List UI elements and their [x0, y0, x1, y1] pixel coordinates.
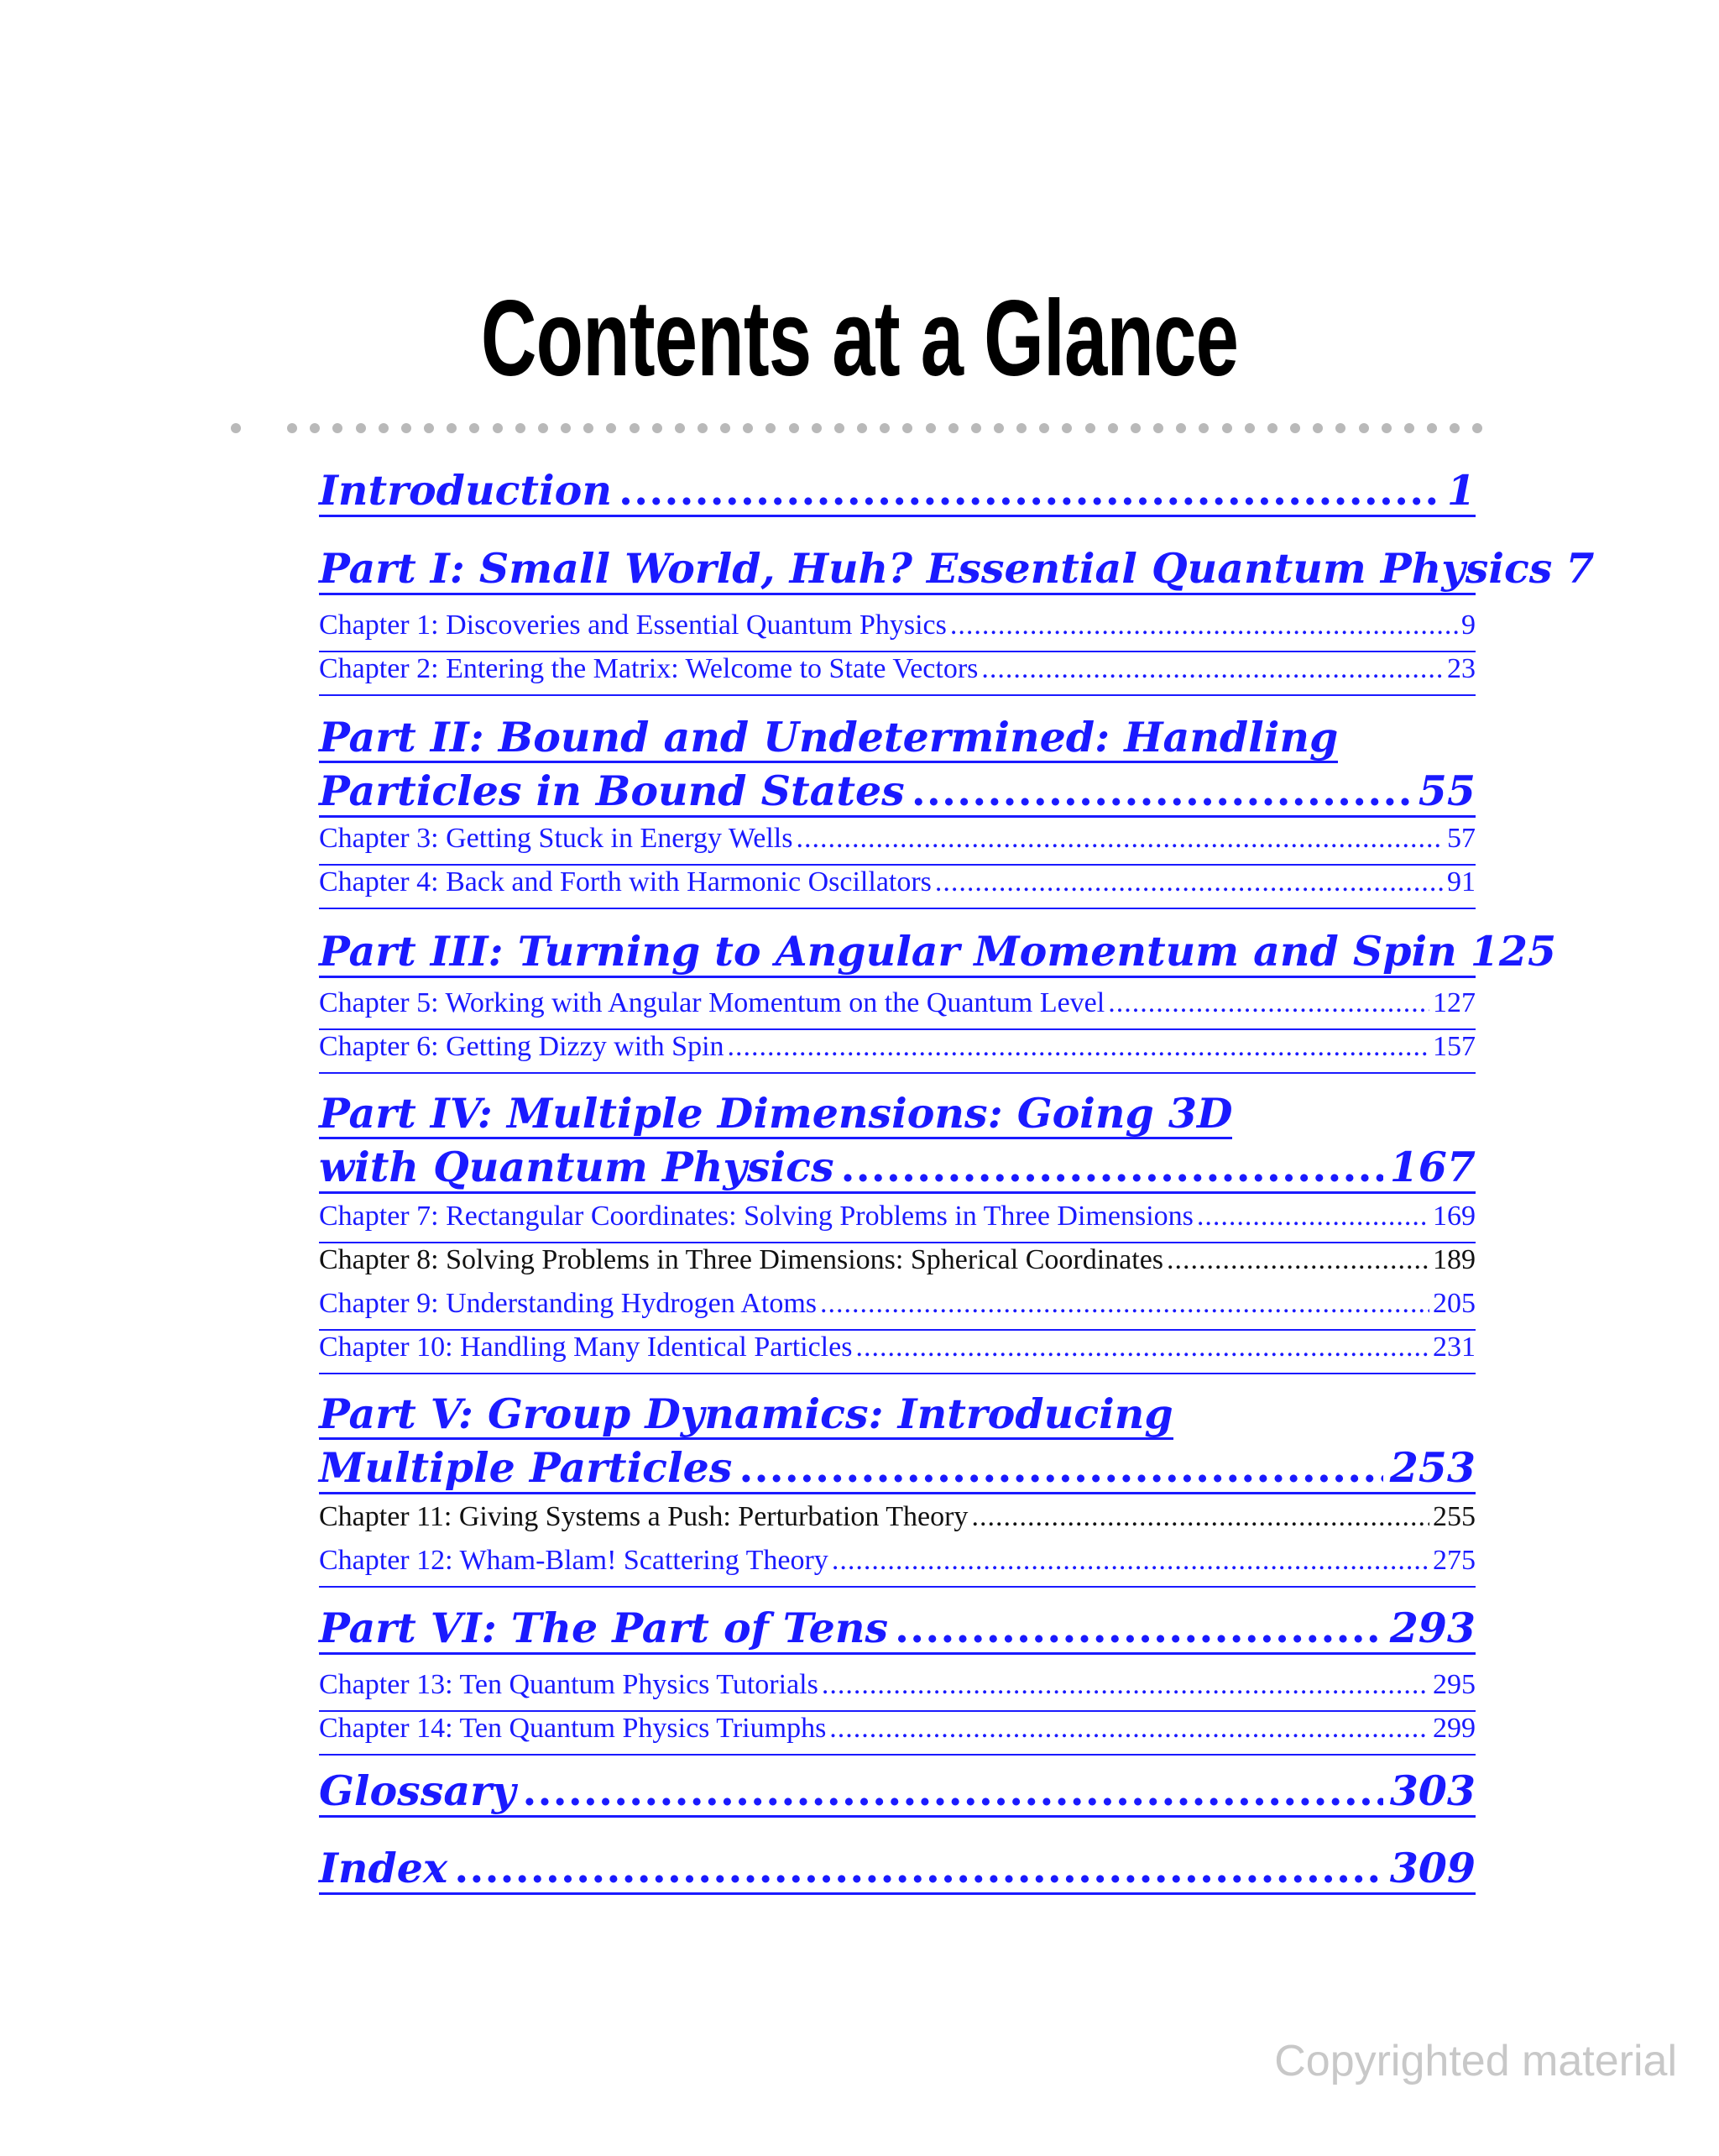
- divider-dot: [1131, 423, 1141, 433]
- toc-page-number: 157: [1433, 1031, 1476, 1062]
- dot-leader: [832, 1545, 1429, 1577]
- toc-page-number: 253: [1389, 1443, 1476, 1492]
- divider-dot: [356, 423, 366, 433]
- toc-part-title: Part VI: The Part of Tens: [319, 1604, 889, 1652]
- divider-dot: [401, 423, 411, 433]
- toc-chapter-link[interactable]: [319, 1501, 1476, 1542]
- divider-dot: [1427, 423, 1437, 433]
- toc-page-number: 293: [1389, 1604, 1476, 1652]
- toc-page-number: 7: [1565, 544, 1595, 593]
- divider-dot: [1290, 423, 1300, 433]
- divider-dot: [1085, 423, 1095, 433]
- divider-dot: [812, 423, 822, 433]
- divider-dot: [743, 423, 753, 433]
- toc-chapter-title: Chapter 3: Getting Stuck in Energy Wells: [319, 823, 793, 854]
- divider-dot: [1245, 423, 1255, 433]
- divider-dot: [765, 423, 776, 433]
- dot-leader: [522, 1766, 1382, 1815]
- toc-page-number: 189: [1433, 1244, 1476, 1275]
- toc-chapter-title: Chapter 4: Back and Forth with Harmonic Oscillators: [319, 866, 932, 897]
- divider-dot: [606, 423, 616, 433]
- dot-leader: [1167, 1244, 1429, 1276]
- toc-page-number: 205: [1433, 1288, 1476, 1319]
- toc-part-title: Particles in Bound States: [319, 767, 905, 815]
- divider-dot: [1267, 423, 1277, 433]
- toc-chapter-title: Chapter 11: Giving Systems a Push: Perturbation Theory: [319, 1501, 969, 1532]
- divider-dot: [1450, 423, 1460, 433]
- toc-chapter-title: Chapter 1: Discoveries and Essential Quantum Physics: [319, 610, 947, 641]
- divider-dot: [1335, 423, 1345, 433]
- dot-leader: [829, 1713, 1429, 1745]
- divider-dot: [698, 423, 708, 433]
- toc-part-title: Introduction: [319, 466, 612, 515]
- page-title: Contents at a Glance: [480, 279, 1239, 399]
- toc-part-link[interactable]: [319, 544, 1595, 595]
- toc-chapter-link[interactable]: [319, 1201, 1476, 1243]
- divider-dot: [493, 423, 503, 433]
- divider-dot: [1199, 423, 1209, 433]
- divider-dot: [287, 423, 297, 433]
- toc-page-number: 1: [1446, 466, 1476, 515]
- toc-part-title-line: Part IV: Multiple Dimensions: Going 3D: [319, 1089, 1233, 1138]
- divider-dot: [424, 423, 434, 433]
- toc-chapter-link[interactable]: [319, 653, 1476, 696]
- divider-dot: [310, 423, 320, 433]
- divider-dot: [789, 423, 799, 433]
- toc-page-number: 125: [1470, 927, 1557, 976]
- dot-leader: [950, 610, 1458, 641]
- toc-part-link[interactable]: [319, 1766, 1476, 1818]
- dot-leader: [971, 1501, 1429, 1533]
- toc-page-number: 303: [1389, 1766, 1476, 1815]
- toc-part-link[interactable]: [319, 1090, 1476, 1194]
- dot-leader: [739, 1443, 1382, 1492]
- toc-page-number: 55: [1418, 767, 1476, 815]
- toc-chapter-title: Chapter 10: Handling Many Identical Particles: [319, 1332, 853, 1363]
- toc-chapter-link[interactable]: [319, 1545, 1476, 1588]
- toc-page-number: 275: [1433, 1545, 1476, 1576]
- dot-leader: [895, 1604, 1383, 1652]
- toc-page-number: 167: [1389, 1143, 1476, 1191]
- toc-chapter-title: Chapter 7: Rectangular Coordinates: Solving Problems in Three Dimensions: [319, 1201, 1194, 1232]
- divider-dot: [834, 423, 844, 433]
- toc-part-title: Part I: Small World, Huh? Essential Quantum Physics: [319, 544, 1553, 593]
- divider-dot: [652, 423, 662, 433]
- toc-part-link[interactable]: [319, 1390, 1476, 1494]
- toc-chapter-title: Chapter 12: Wham-Blam! Scattering Theory: [319, 1545, 828, 1576]
- divider-dot: [675, 423, 685, 433]
- dot-leader: [855, 1332, 1429, 1363]
- dot-leader: [912, 767, 1412, 815]
- toc-page-number: 23: [1447, 653, 1476, 684]
- dot-leader: [822, 1669, 1429, 1701]
- toc-chapter-title: Chapter 14: Ten Quantum Physics Triumphs: [319, 1713, 827, 1744]
- toc-chapter-link[interactable]: [319, 1031, 1476, 1074]
- divider-dot: [994, 423, 1004, 433]
- toc-part-title-line: Part II: Bound and Undetermined: Handling: [319, 713, 1339, 761]
- dot-leader: [981, 653, 1444, 685]
- toc-chapter-title: Chapter 9: Understanding Hydrogen Atoms: [319, 1288, 818, 1319]
- divider-dot: [1222, 423, 1232, 433]
- toc-page-number: 91: [1447, 866, 1476, 897]
- toc-chapter-link[interactable]: [319, 987, 1476, 1030]
- toc-part-title: Index: [319, 1844, 448, 1892]
- dot-leader: [728, 1031, 1429, 1063]
- toc-part-link[interactable]: [319, 1604, 1476, 1655]
- divider-dot: [630, 423, 640, 433]
- toc-page-number: 231: [1433, 1332, 1476, 1363]
- toc-chapter-link[interactable]: [319, 610, 1476, 652]
- dot-leader: [1108, 987, 1429, 1019]
- divider-dot: [469, 423, 479, 433]
- toc-chapter-link[interactable]: [319, 866, 1476, 909]
- toc-chapter-link[interactable]: [319, 1669, 1476, 1712]
- toc-chapter-link[interactable]: [319, 1332, 1476, 1374]
- toc-chapter-link[interactable]: [319, 1288, 1476, 1331]
- dot-leader: [841, 1143, 1383, 1191]
- toc-page-number: 9: [1461, 610, 1476, 641]
- dotted-divider: [231, 419, 1483, 437]
- toc-page-number: 169: [1433, 1201, 1476, 1232]
- divider-dot: [1404, 423, 1414, 433]
- divider-dot: [948, 423, 959, 433]
- divider-dot: [231, 423, 241, 433]
- toc-chapter-title: Chapter 2: Entering the Matrix: Welcome to State Vectors: [319, 653, 979, 684]
- toc-chapter-title: Chapter 13: Ten Quantum Physics Tutorials: [319, 1669, 818, 1700]
- divider-dot: [880, 423, 890, 433]
- dot-leader: [454, 1844, 1383, 1892]
- toc-part-link[interactable]: [319, 466, 1476, 517]
- toc-page-number: 295: [1433, 1669, 1476, 1700]
- divider-dot: [538, 423, 548, 433]
- toc-page-number: 309: [1389, 1844, 1476, 1892]
- divider-dot: [1108, 423, 1118, 433]
- dot-leader: [820, 1288, 1429, 1320]
- divider-dot: [720, 423, 730, 433]
- toc-chapter-title: Chapter 5: Working with Angular Momentum on the Quantum Level: [319, 987, 1105, 1018]
- divider-dot: [561, 423, 571, 433]
- toc-chapter-title: Chapter 6: Getting Dizzy with Spin: [319, 1031, 724, 1062]
- toc-part-title: Glossary: [319, 1766, 516, 1815]
- divider-dot: [1313, 423, 1323, 433]
- divider-dot: [1153, 423, 1163, 433]
- divider-dot: [1382, 423, 1392, 433]
- toc-chapter-link[interactable]: [319, 1713, 1476, 1756]
- divider-dot: [332, 423, 342, 433]
- divider-dot: [971, 423, 981, 433]
- toc-page-number: 255: [1433, 1501, 1476, 1532]
- dot-leader: [619, 466, 1440, 515]
- divider-dot: [447, 423, 457, 433]
- toc-page-number: 299: [1433, 1713, 1476, 1744]
- toc-part-title: Multiple Particles: [319, 1443, 733, 1492]
- divider-dot: [379, 423, 389, 433]
- dot-leader: [935, 866, 1444, 898]
- divider-dot: [926, 423, 936, 433]
- toc-part-link[interactable]: [319, 1844, 1476, 1895]
- dot-leader: [1197, 1201, 1429, 1232]
- divider-dot: [1176, 423, 1186, 433]
- watermark: Copyrighted material: [1274, 2037, 1677, 2085]
- toc-part-title: with Quantum Physics: [319, 1143, 834, 1191]
- divider-dot: [1472, 423, 1482, 433]
- divider-dot: [1016, 423, 1027, 433]
- toc-part-title-line: Part V: Group Dynamics: Introducing: [319, 1389, 1173, 1438]
- toc-chapter-link[interactable]: [319, 1244, 1476, 1285]
- toc-part-title: Part III: Turning to Angular Momentum and Spin: [319, 927, 1457, 976]
- toc-page-number: 57: [1447, 823, 1476, 854]
- divider-dot: [515, 423, 525, 433]
- divider-dot: [1062, 423, 1072, 433]
- divider-dot: [857, 423, 867, 433]
- divider-dot: [1039, 423, 1049, 433]
- toc-chapter-title: Chapter 8: Solving Problems in Three Dimensions: Spherical Coordinates: [319, 1244, 1164, 1275]
- toc-part-link[interactable]: [319, 714, 1476, 818]
- divider-dot: [902, 423, 912, 433]
- toc-page-number: 127: [1433, 987, 1476, 1018]
- toc-chapter-link[interactable]: [319, 823, 1476, 866]
- divider-dot: [583, 423, 593, 433]
- dot-leader: [797, 823, 1445, 855]
- divider-dot: [1359, 423, 1369, 433]
- toc-part-link[interactable]: [319, 927, 1557, 978]
